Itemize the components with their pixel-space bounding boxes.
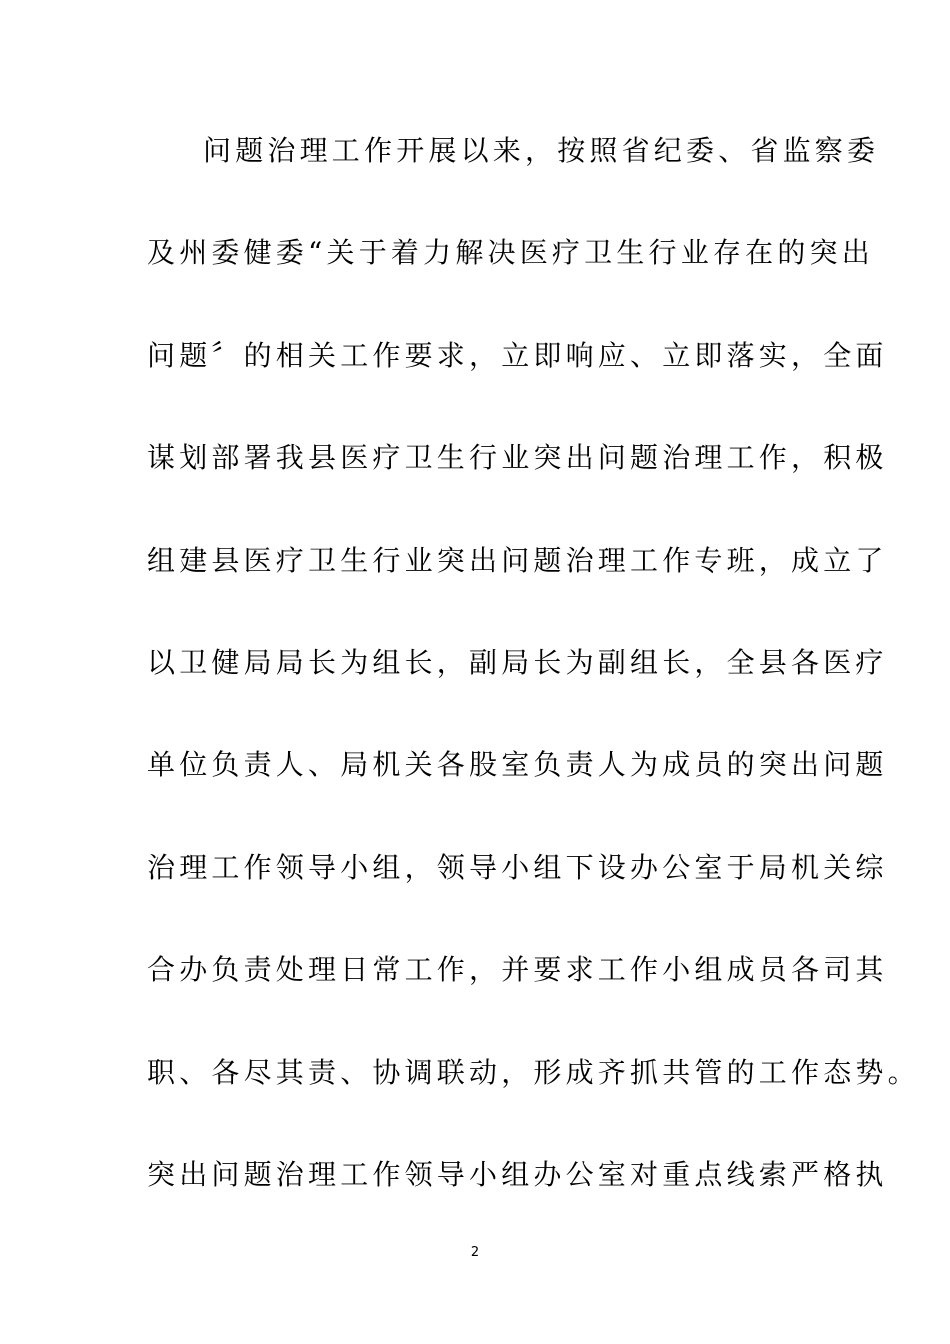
body-paragraph — [147, 128, 920, 1254]
text-line: 突出问题治理工作领导小组办公室对重点线索严格执 — [147, 1157, 888, 1191]
text-line: 职、各尽其责、协调联动，形成齐抓共管的工作态势。 — [147, 1055, 920, 1089]
text-line: 合办负责处理日常工作，并要求工作小组成员各司其 — [147, 953, 888, 987]
text-line: 问题〞的相关工作要求，立即响应、立即落实，全面 — [147, 338, 888, 372]
text-line: 谋划部署我县医疗卫生行业突出问题治理工作，积极 — [147, 441, 888, 475]
text-line: 组建县医疗卫生行业突出问题治理工作专班，成立了 — [147, 543, 888, 577]
page-number: 2 — [470, 1245, 480, 1260]
text-line: 问题治理工作开展以来，按照省纪委、省监察委 — [203, 134, 880, 167]
text-line: 以卫健局局长为组长，副局长为副组长，全县各医疗 — [147, 645, 888, 679]
text-line: 单位负责人、局机关各股室负责人为成员的突出问题 — [147, 748, 888, 782]
text-line: 治理工作领导小组，领导小组下设办公室于局机关综 — [147, 850, 888, 884]
text-line: 及州委健委“关于着力解决医疗卫生行业存在的突出 — [147, 236, 874, 270]
